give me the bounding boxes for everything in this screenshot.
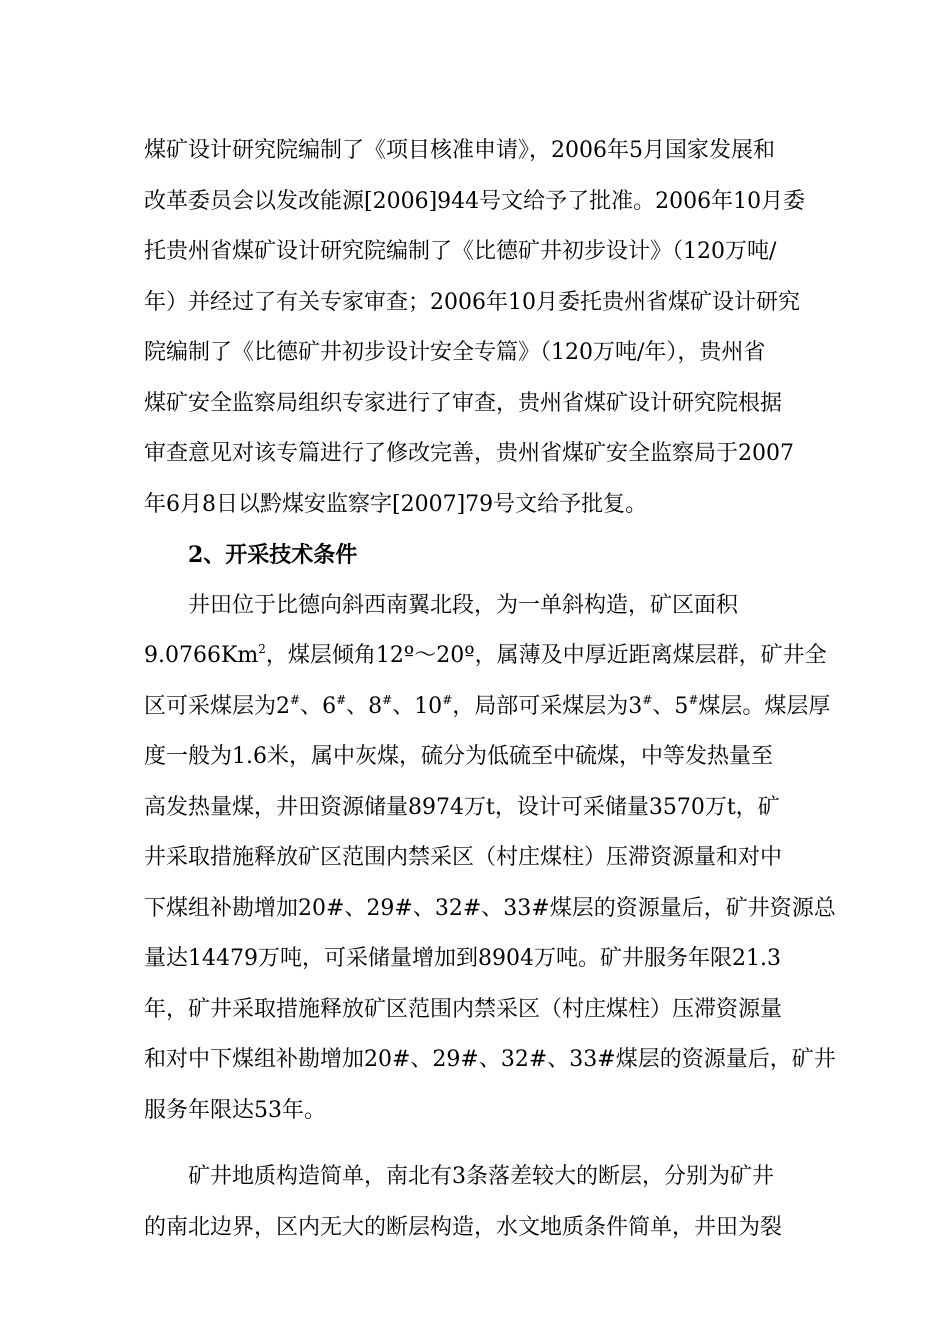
text-line: 高发热量煤，井田资源储量8974万t，设计可采储量3570万t，矿 <box>144 794 780 820</box>
text-line: 和对中下煤组补勘增加20#、29#、32#、33#煤层的资源量后，矿井 <box>144 1047 836 1072</box>
text-line: 的南北边界，区内无大的断层构造，水文地质条件简单，井田为裂 <box>144 1214 783 1240</box>
text-line: 院编制了《比德矿井初步设计安全专篇》（120万吨/年），贵州省 <box>144 340 766 365</box>
paragraph-mining-conditions <box>144 581 836 1137</box>
text-line: 煤矿安全监察局组织专家进行了审查，贵州省煤矿设计研究院根据 <box>144 390 783 416</box>
text-segment: 、8 <box>346 693 383 719</box>
text-line: 改革委员会以发改能源[2006]944号文给予了批准。2006年10月委 <box>144 188 806 214</box>
text-segment: 区可采煤层为2 <box>144 693 290 719</box>
paragraph-spacing <box>144 1136 814 1152</box>
text-segment: 、5 <box>652 693 689 719</box>
area-value: 9.0766Km <box>144 643 259 668</box>
text-line: 井田位于比德向斜西南翼北段，为一单斜构造，矿区面积 <box>188 592 739 618</box>
text-line: 度一般为1.6米，属中灰煤，硫分为低硫至中硫煤，中等发热量至 <box>144 744 773 769</box>
seam-mark: # <box>382 692 393 707</box>
text-line: 年，矿井采取措施释放矿区范围内禁采区（村庄煤柱）压滞资源量 <box>144 996 783 1022</box>
text-line: 审查意见对该专篇进行了修改完善，贵州省煤矿安全监察局于2007 <box>144 441 794 466</box>
text-line: 服务年限达53年。 <box>144 1097 326 1123</box>
text-segment: 、10 <box>392 693 443 719</box>
text-line-seams <box>144 682 831 733</box>
paragraph-geology <box>144 1152 814 1253</box>
text-line: 煤矿设计研究院编制了《项目核准申请》，2006年5月国家发展和 <box>144 138 775 163</box>
text-segment: 煤层。煤层厚 <box>698 693 831 719</box>
seam-mark: # <box>442 692 453 707</box>
text-line: 托贵州省煤矿设计研究院编制了《比德矿井初步设计》（120万吨/ <box>144 239 777 264</box>
text-segment: ，煤层倾角12º～20º，属薄及中厚近距离煤层群，矿井全 <box>265 643 827 668</box>
text-line: 下煤组补勘增加20#、29#、32#、33#煤层的资源量后，矿井资源总 <box>144 895 836 921</box>
text-line: 量达14479万吨，可采储量增加到8904万吨。矿井服务年限21.3 <box>144 946 781 971</box>
paragraph-approval-history <box>144 126 814 530</box>
text-segment: ，局部可采煤层为3 <box>452 693 643 719</box>
text-line: 井采取措施释放矿区范围内禁采区（村庄煤柱）压滞资源量和对中 <box>144 845 783 870</box>
seam-mark: # <box>688 692 699 707</box>
document-body <box>144 126 836 1253</box>
text-line-area <box>144 631 827 682</box>
seam-mark: # <box>642 692 653 707</box>
seam-mark: # <box>336 692 347 707</box>
area-superscript: 2 <box>258 642 266 656</box>
seam-mark: # <box>290 692 301 707</box>
text-line: 年）并经过了有关专家审查；2006年10月委托贵州省煤矿设计研究 <box>144 289 800 315</box>
section-heading: 2、开采技术条件 <box>188 542 358 568</box>
text-line: 矿井地质构造简单，南北有3条落差较大的断层，分别为矿井 <box>188 1164 774 1189</box>
text-segment: 、6 <box>300 693 337 719</box>
text-line: 年6月8日以黔煤安监察字[2007]79号文给予批复。 <box>144 491 648 517</box>
